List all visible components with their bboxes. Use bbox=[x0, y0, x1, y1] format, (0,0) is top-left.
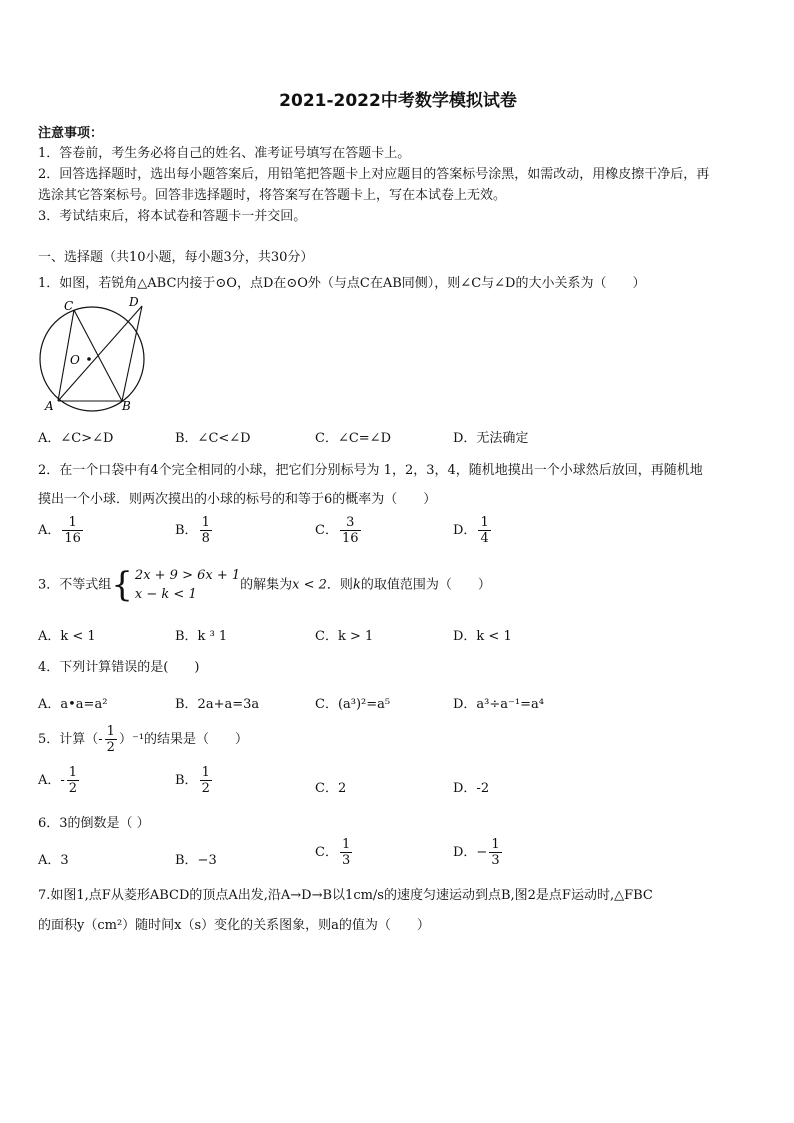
option-d[interactable]: D．a³÷a⁻¹=a⁴ bbox=[453, 697, 544, 712]
notice-item: 3．考试结束后，将本试卷和答题卡一并交回。 bbox=[38, 209, 307, 224]
notice-item: 选涂其它答案标号。回答非选择题时，将答案写在答题卡上，写在本试卷上无效。 bbox=[38, 188, 507, 203]
denominator: 2 bbox=[68, 781, 78, 796]
option-d[interactable]: D．k < 1 bbox=[453, 629, 512, 644]
option-label: D．− bbox=[453, 845, 488, 860]
option-d[interactable] bbox=[453, 837, 504, 868]
fraction bbox=[340, 515, 361, 546]
option-b[interactable] bbox=[175, 515, 214, 546]
fraction bbox=[340, 837, 352, 868]
option-a[interactable] bbox=[38, 515, 85, 546]
option-a[interactable] bbox=[38, 765, 81, 796]
option-c[interactable]: C．2 bbox=[315, 781, 347, 796]
inequality-row: x − k < 1 bbox=[134, 587, 197, 602]
numerator: 1 bbox=[341, 837, 351, 852]
question-6-text: 6．3的倒数是（ ） bbox=[38, 816, 150, 831]
solution-set: x < 2 bbox=[292, 577, 327, 593]
option-c[interactable]: C．∠C=∠D bbox=[315, 431, 391, 446]
question-3-prefix: 3．不等式组 bbox=[38, 577, 112, 593]
fraction bbox=[200, 765, 212, 796]
variable-k: k bbox=[352, 577, 361, 593]
option-label: D． bbox=[453, 523, 477, 538]
option-label: A． bbox=[38, 523, 61, 538]
question-5-prefix: 5．计算（- bbox=[38, 732, 103, 747]
brace-icon: { bbox=[111, 565, 133, 605]
circle-triangle-diagram bbox=[38, 296, 150, 416]
inequality-system bbox=[111, 566, 240, 604]
question-1-text: 1．如图，若锐角△ABC内接于⊙O，点D在⊙O外（与点C在AB同侧），则∠C与∠D的大小关系为（ ） bbox=[38, 276, 646, 291]
question-7-line1: 7.如图1,点F从菱形ABCD的顶点A出发,沿A→D→B以1cm/s的速度匀速运动到点B,图2是点F运动时,△FBC bbox=[38, 888, 653, 903]
option-d[interactable]: D．-2 bbox=[453, 781, 490, 796]
denominator: 16 bbox=[64, 531, 81, 546]
option-label: B． bbox=[175, 523, 198, 538]
numerator: 3 bbox=[346, 515, 355, 530]
notice-heading: 注意事项： bbox=[38, 126, 104, 141]
question-3-suffix: 的取值范围为（ ） bbox=[360, 577, 491, 593]
option-c[interactable] bbox=[315, 837, 354, 868]
option-label: A．- bbox=[38, 773, 65, 788]
option-a[interactable]: A．a•a=a² bbox=[38, 697, 108, 712]
fraction bbox=[105, 724, 117, 755]
notice-item: 2．回答选择题时，选出每小题答案后，用铅笔把答题卡上对应题目的答案标号涂黑，如需改动，用橡皮擦干净后，再 bbox=[38, 167, 710, 182]
denominator: 4 bbox=[480, 531, 489, 546]
option-b[interactable]: B．−3 bbox=[175, 853, 217, 868]
numerator: 1 bbox=[201, 765, 210, 780]
label-o: O bbox=[70, 353, 80, 367]
fraction bbox=[489, 837, 501, 868]
label-a: A bbox=[45, 399, 54, 413]
option-c[interactable]: C．k > 1 bbox=[315, 629, 374, 644]
numerator: 1 bbox=[106, 724, 115, 739]
inequality-row: 2x + 9 > 6x + 1 bbox=[134, 568, 241, 583]
question-4-text: 4．下列计算错误的是( ) bbox=[38, 660, 200, 675]
option-a[interactable]: A．k < 1 bbox=[38, 629, 96, 644]
denominator: 2 bbox=[106, 740, 115, 755]
fraction bbox=[478, 515, 490, 546]
option-b[interactable]: B．∠C<∠D bbox=[175, 431, 251, 446]
denominator: 3 bbox=[341, 853, 351, 868]
numerator: 1 bbox=[201, 515, 210, 530]
option-b[interactable]: B．2a+a=3a bbox=[175, 697, 260, 712]
question-2-line1: 2．在一个口袋中有4个完全相同的小球，把它们分别标号为 1，2，3，4，随机地摸出一个小球然后放回，再随机地 bbox=[38, 463, 703, 478]
fraction bbox=[200, 515, 212, 546]
denominator: 16 bbox=[341, 531, 359, 546]
option-a[interactable]: A．∠C>∠D bbox=[38, 431, 114, 446]
notice-item: 1．答卷前，考生务必将自己的姓名、准考证号填写在答题卡上。 bbox=[38, 146, 411, 161]
option-c[interactable] bbox=[315, 515, 363, 546]
fraction bbox=[67, 765, 79, 796]
option-b[interactable] bbox=[175, 765, 214, 796]
option-d[interactable] bbox=[453, 515, 493, 546]
circle-o bbox=[40, 307, 144, 411]
label-b: B bbox=[122, 399, 131, 413]
option-label: B． bbox=[175, 773, 198, 788]
label-d: D bbox=[129, 296, 139, 309]
question-5-suffix: ）⁻¹的结果是（ ） bbox=[118, 732, 249, 747]
section-heading: 一、选择题（共10小题，每小题3分，共30分） bbox=[38, 250, 314, 265]
denominator: 3 bbox=[491, 853, 500, 868]
question-3-mid2: ．则 bbox=[326, 577, 353, 593]
option-label: C． bbox=[315, 845, 338, 860]
question-2-line2: 摸出一个小球．则两次摸出的小球的标号的和等于6的概率为（ ） bbox=[38, 492, 437, 507]
option-b[interactable]: B．k ³ 1 bbox=[175, 629, 228, 644]
option-label: C． bbox=[315, 523, 338, 538]
question-3-mid: 的解集为 bbox=[240, 577, 293, 593]
option-d[interactable]: D．无法确定 bbox=[453, 431, 529, 446]
option-c[interactable]: C．(a³)²=a⁵ bbox=[315, 697, 391, 712]
numerator: 1 bbox=[68, 765, 78, 780]
fraction bbox=[62, 515, 83, 546]
page-title: 2021-2022中考数学模拟试卷 bbox=[279, 91, 517, 111]
label-c: C bbox=[64, 299, 74, 313]
numerator: 1 bbox=[491, 837, 500, 852]
question-3-text bbox=[38, 566, 491, 604]
option-a[interactable]: A．3 bbox=[38, 853, 69, 868]
question-5-text bbox=[38, 724, 248, 755]
center-point bbox=[87, 357, 91, 361]
numerator: 1 bbox=[480, 515, 489, 530]
denominator: 8 bbox=[201, 531, 210, 546]
question-7-line2: 的面积y（cm²）随时间x（s）变化的关系图象，则a的值为（ ） bbox=[38, 918, 430, 933]
question-1-figure bbox=[38, 296, 150, 420]
denominator: 2 bbox=[201, 781, 210, 796]
segment-bd bbox=[122, 306, 142, 401]
numerator: 1 bbox=[68, 515, 77, 530]
